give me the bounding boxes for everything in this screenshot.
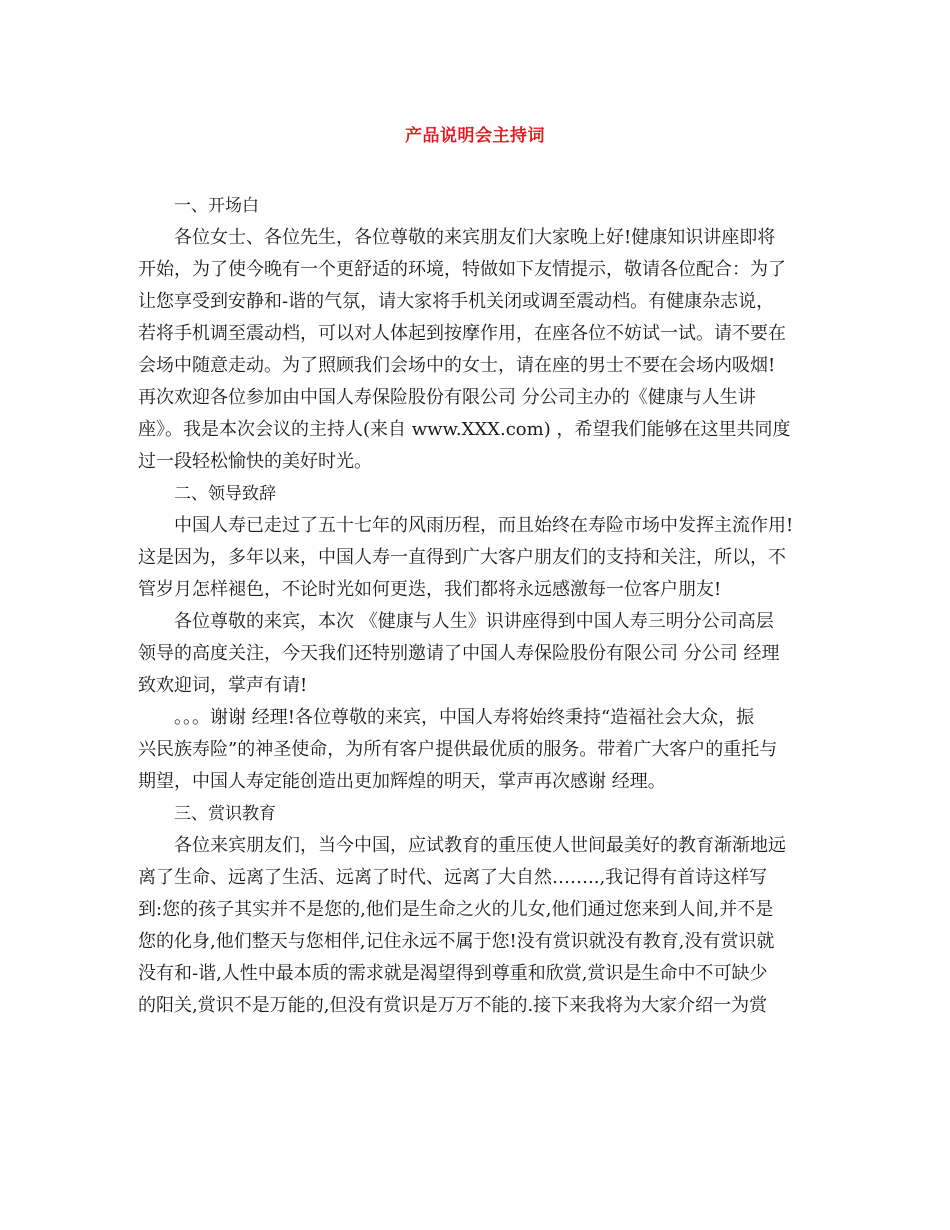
text-line: 让您享受到安静和-谐的气氛，请大家将手机关闭或调至震动档。有健康杂志说， (138, 291, 775, 312)
text-line: 。。。谢谢 经理!各位尊敬的来宾，中国人寿将始终秉持“造福社会大众，振 (174, 707, 755, 728)
section-heading: 二、领导致辞 (174, 484, 276, 504)
text-line: 期望，中国人寿定能创造出更加辉煌的明天，掌声再次感谢 经理。 (138, 771, 666, 792)
text-line: 再次欢迎各位参加由中国人寿保险股份有限公司 分公司主办的《健康与人生讲 (138, 387, 756, 408)
text-line: 各位尊敬的来宾，本次 《健康与人生》识讲座得到中国人寿三明分公司高层 (174, 611, 774, 632)
text-line: 座》。我是本次会议的主持人(来自 www.XXX.com) ，希望我们能够在这里共同度 (138, 419, 791, 440)
text-line: 致欢迎词，掌声有请! (138, 675, 308, 696)
text-line: 管岁月怎样褪色，不论时光如何更迭，我们都将永远感激每一位客户朋友! (138, 579, 722, 600)
section-heading: 三、赏识教育 (174, 804, 276, 824)
text-line: 领导的高度关注，今天我们还特别邀请了中国人寿保险股份有限公司 分公司 经理 (138, 643, 780, 664)
text-line: 兴民族寿险”的神圣使命，为所有客户提供最优质的服务。带着广大客户的重托与 (138, 739, 778, 760)
text-line: 过一段轻松愉快的美好时光。 (138, 451, 372, 472)
text-line: 各位女士、各位先生，各位尊敬的来宾朋友们大家晚上好!健康知识讲座即将 (174, 227, 776, 248)
text-line: 这是因为，多年以来，中国人寿一直得到广大客户朋友们的支持和关注，所以，不 (138, 547, 786, 568)
text-line: 到:您的孩子其实并不是您的,他们是生命之火的儿女,他们通过您来到人间,并不是 (138, 899, 774, 920)
document-body (138, 190, 818, 1022)
text-line: 您的化身,他们整天与您相伴,记住永远不属于您!没有赏识就没有教育,没有赏识就 (138, 931, 775, 952)
text-line: 各位来宾朋友们，当今中国，应试教育的重压使人世间最美好的教育渐渐地远 (174, 835, 786, 856)
document-title: 产品说明会主持词 (405, 126, 545, 146)
text-line: 若将手机调至震动档，可以对人体起到按摩作用，在座各位不妨试一试。请不要在 (138, 323, 786, 344)
section-heading: 一、开场白 (174, 196, 259, 216)
text-line: 的阳关,赏识不是万能的,但没有赏识是万万不能的.接下来我将为大家介绍一为赏 (138, 995, 768, 1016)
text-line: 没有和-谐,人性中最本质的需求就是渴望得到尊重和欣赏,赏识是生命中不可缺少 (138, 963, 768, 984)
text-line: 会场中随意走动。为了照顾我们会场中的女士，请在座的男士不要在会场内吸烟! (138, 355, 776, 376)
text-line: 离了生命、远离了生活、远离了时代、远离了大自然……..,我记得有首诗这样写 (138, 867, 768, 888)
text-line: 开始，为了使今晚有一个更舒适的环境，特做如下友情提示，敬请各位配合：为了 (138, 259, 786, 280)
text-line: 中国人寿已走过了五十七年的风雨历程，而且始终在寿险市场中发挥主流作用! (174, 515, 794, 536)
